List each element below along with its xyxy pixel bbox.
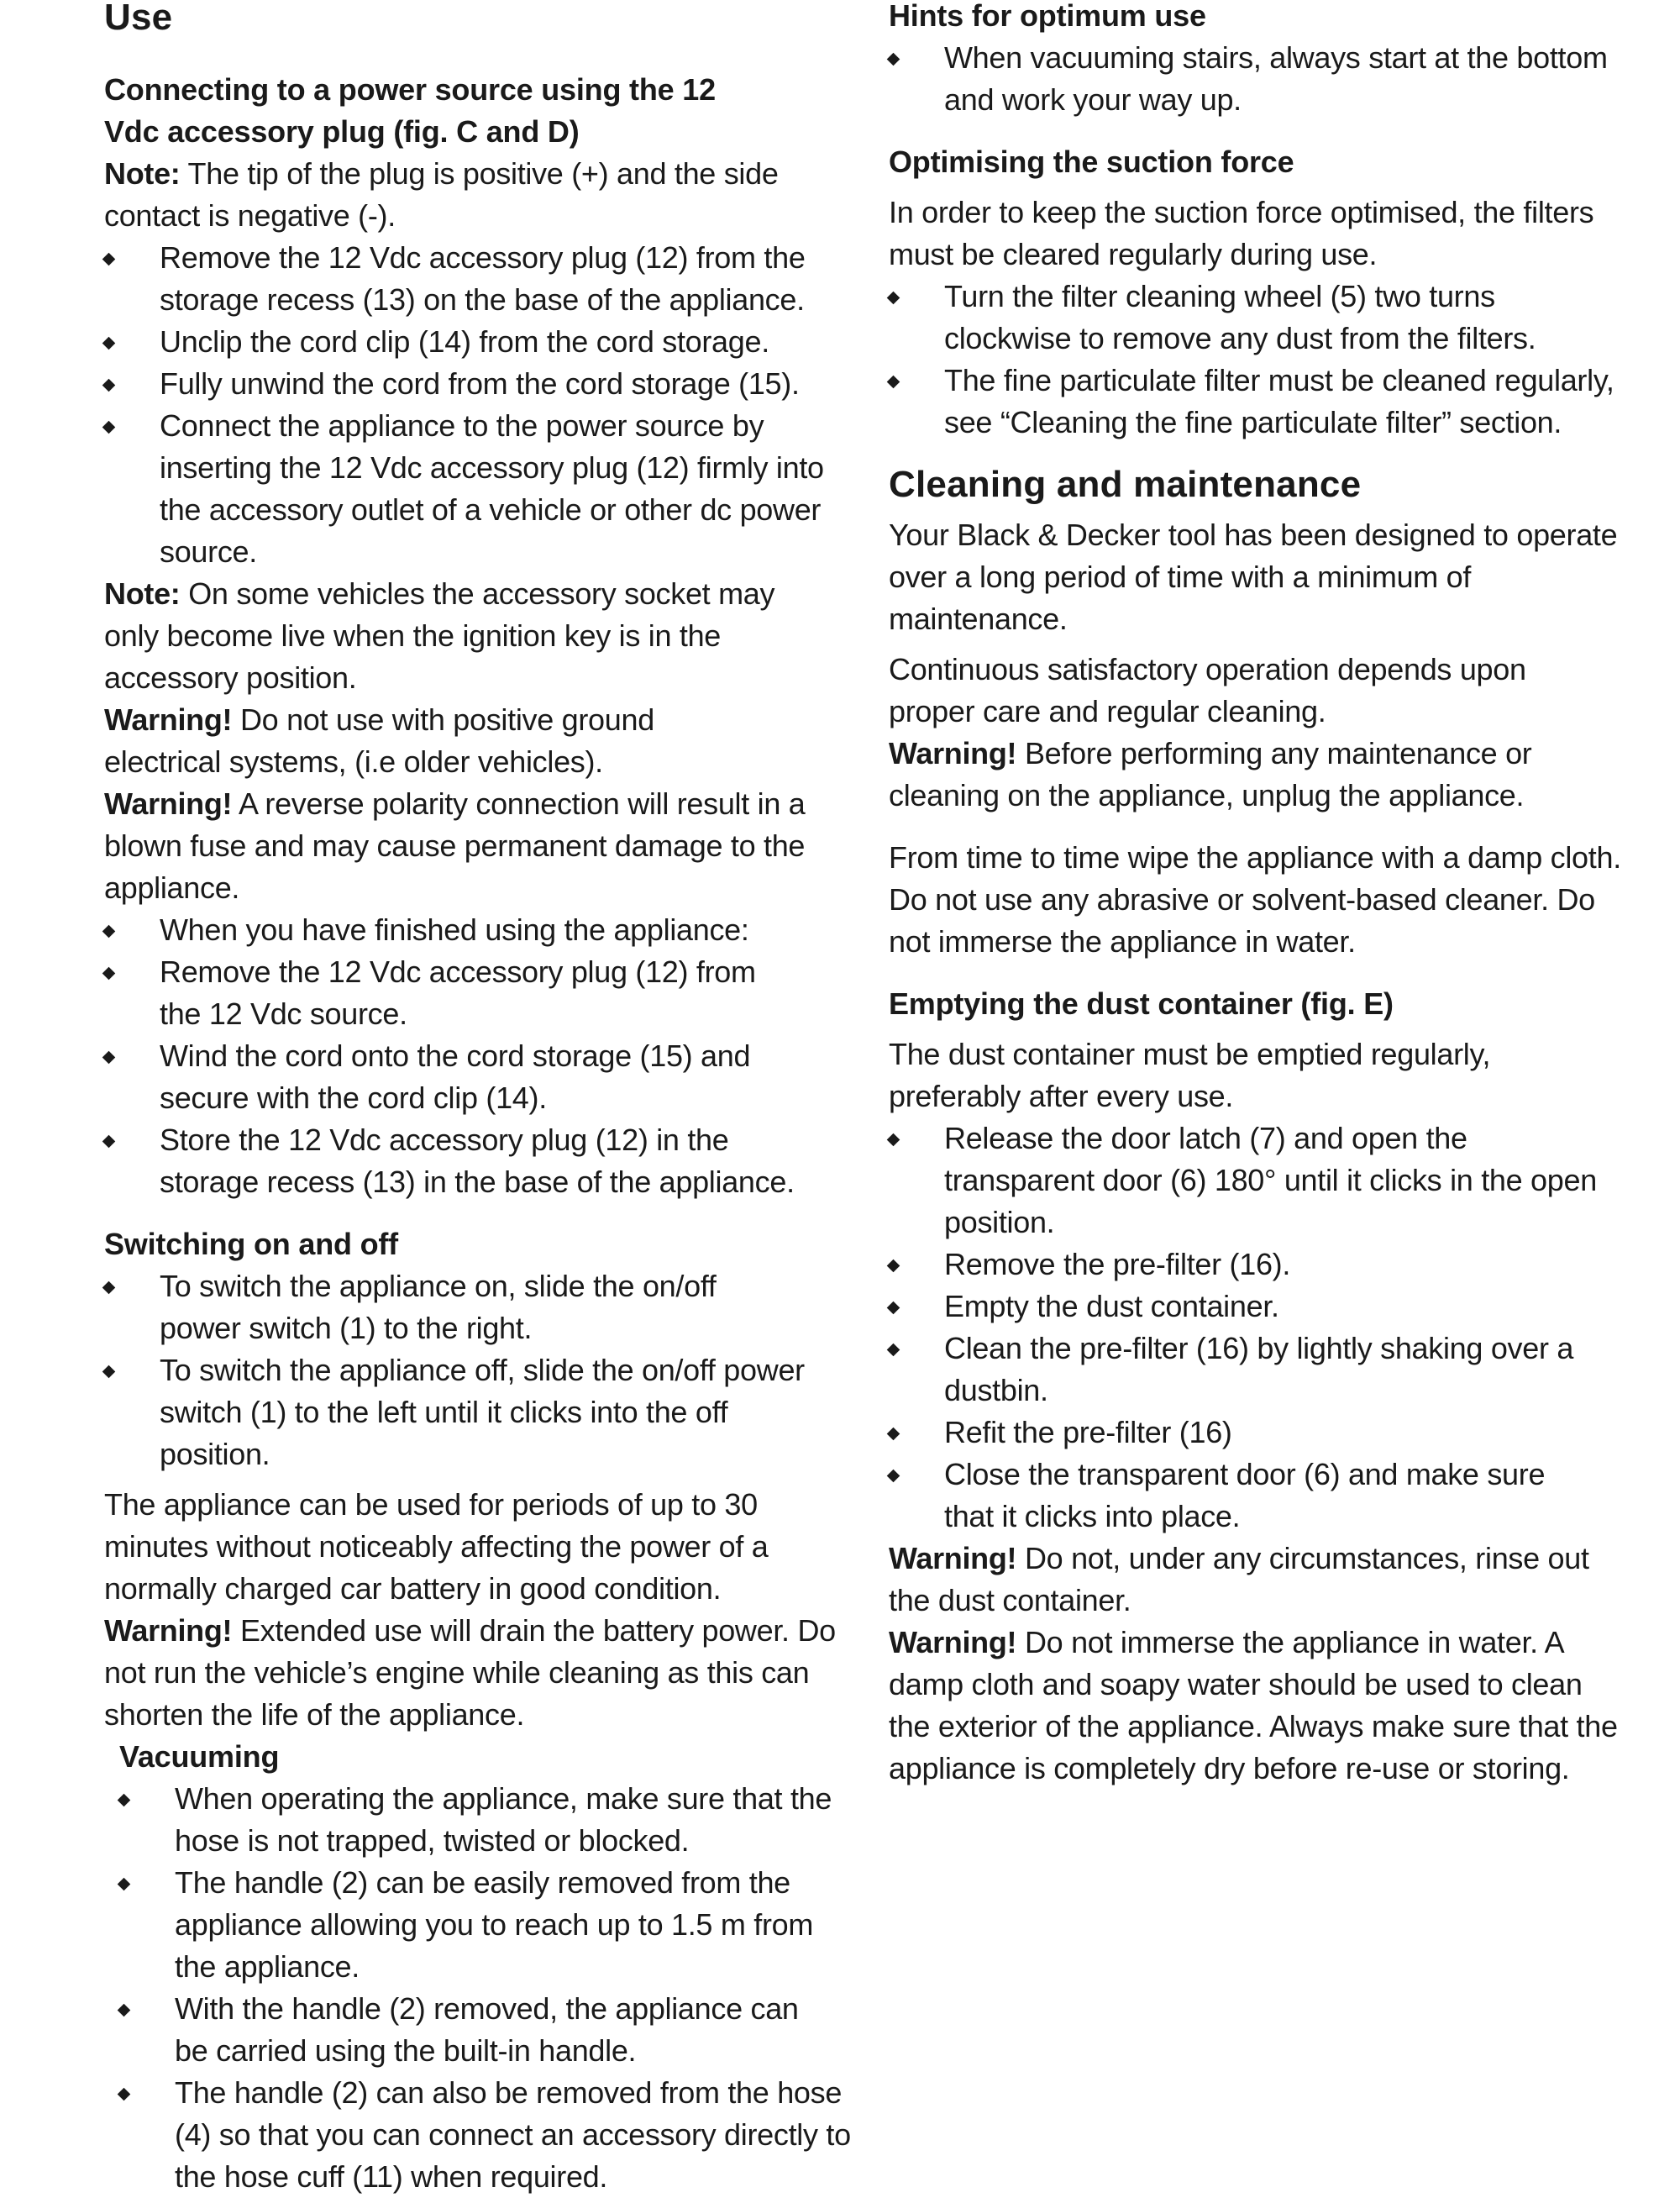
list-item <box>104 909 860 951</box>
bullet-icon <box>887 1344 900 1357</box>
vacuuming-section <box>104 1736 860 2198</box>
list-item <box>889 1412 1628 1454</box>
bullet-icon <box>118 1878 131 1891</box>
bullet-icon <box>102 1281 116 1295</box>
bullet-icon <box>887 1259 900 1273</box>
list-item <box>104 1035 860 1119</box>
list-item <box>889 1454 1628 1538</box>
suction-text: In order to keep the suction force optimised, the filters must be cleared regularly during use. <box>889 195 1594 271</box>
list-item <box>104 321 860 363</box>
heading-switching: Switching on and off <box>104 1227 398 1261</box>
list-item <box>104 1119 860 1203</box>
list-item-text: Close the transparent door (6) and make sure that it clicks into place. <box>944 1457 1546 1533</box>
bullet-icon <box>887 292 900 305</box>
warning-label: Warning! <box>104 786 233 821</box>
list-item <box>889 360 1628 444</box>
list-item <box>889 1244 1628 1286</box>
right-column <box>889 0 1628 1790</box>
list-item <box>119 2072 860 2198</box>
list-item <box>119 1778 860 1862</box>
list-item-text: Store the 12 Vdc accessory plug (12) in the storage recess (13) in the base of the appliance. <box>160 1123 795 1199</box>
cleaning-intro-text: Your Black & Decker tool has been designed to operate over a long period of time with a minimum of maintenance. <box>889 518 1618 636</box>
bullet-icon <box>102 337 116 350</box>
list-item <box>104 237 860 321</box>
list-item <box>889 1117 1628 1244</box>
list-item <box>104 363 860 405</box>
list-item-text: When you have finished using the appliance: <box>160 912 749 947</box>
warning-extended-use <box>104 1610 860 1736</box>
heading-connecting-power: Connecting to a power source using the 12 Vdc accessory plug (fig. C and D) <box>104 72 716 149</box>
warning-text: Do not use with positive ground electrical systems, (i.e older vehicles). <box>104 702 654 779</box>
section-title-use: Use <box>104 0 173 38</box>
list-item-text: To switch the appliance on, slide the on/off power switch (1) to the right. <box>160 1269 717 1345</box>
list-item <box>104 405 860 573</box>
emptying-text: The dust container must be emptied regularly, preferably after every use. <box>889 1037 1491 1113</box>
note-label: Note: <box>104 576 181 611</box>
list-item-text: Clean the pre-filter (16) by lightly shaking over a dustbin. <box>944 1331 1574 1407</box>
list-item <box>104 1349 860 1475</box>
bullet-icon <box>887 1301 900 1315</box>
usage-periods-text: The appliance can be used for periods of up to 30 minutes without noticeably affecting the power of a normally charged car battery in good condition. <box>104 1487 769 1606</box>
list-item <box>119 1862 860 1988</box>
warning-text: Before performing any maintenance or cleaning on the appliance, unplug the appliance. <box>889 736 1532 812</box>
cleaning-care-text: Continuous satisfactory operation depends upon proper care and regular cleaning. <box>889 652 1526 728</box>
list-item-text: Remove the 12 Vdc accessory plug (12) from the storage recess (13) on the base of the appliance. <box>160 240 806 317</box>
list-item-text: To switch the appliance off, slide the on/off power switch (1) to the left until it clicks into the off position. <box>160 1353 805 1471</box>
list-item-text: The handle (2) can also be removed from the hose (4) so that you can connect an accessory directly to the hose cuff (11) when required. <box>175 2075 851 2194</box>
list-item-text: The handle (2) can be easily removed from the appliance allowing you to reach up to 1.5 m from the appliance. <box>175 1865 814 1984</box>
bullet-icon <box>887 376 900 389</box>
note-text: On some vehicles the accessory socket may only become live when the ignition key is in the accessory position. <box>104 576 775 695</box>
list-item <box>119 1988 860 2072</box>
bullet-icon <box>102 925 116 939</box>
bullet-icon <box>118 1794 131 1807</box>
list-item <box>889 1286 1628 1328</box>
heading-hints: Hints for optimum use <box>889 0 1206 33</box>
warning-text: A reverse polarity connection will result in a blown fuse and may cause permanent damage to the appliance. <box>104 786 806 905</box>
warning-unplug <box>889 733 1628 817</box>
bullet-icon <box>887 53 900 66</box>
bullet-icon <box>887 1133 900 1147</box>
section-title-cleaning: Cleaning and maintenance <box>889 464 1362 505</box>
list-item <box>104 951 860 1035</box>
warning-label: Warning! <box>104 702 233 737</box>
list-item-text: Remove the pre-filter (16). <box>944 1247 1291 1281</box>
bullet-icon <box>887 1470 900 1483</box>
heading-emptying: Emptying the dust container (fig. E) <box>889 986 1394 1021</box>
list-item <box>889 276 1628 360</box>
list-item-text: Unclip the cord clip (14) from the cord storage. <box>160 324 769 359</box>
bullet-icon <box>102 379 116 392</box>
list-item-text: With the handle (2) removed, the appliance can be carried using the built-in handle. <box>175 1991 799 2068</box>
heading-suction: Optimising the suction force <box>889 145 1294 179</box>
bullet-icon <box>102 967 116 981</box>
list-item-text: Release the door latch (7) and open the transparent door (6) 180° until it clicks in the open position. <box>944 1121 1597 1239</box>
bullet-icon <box>102 1135 116 1149</box>
bullet-icon <box>102 253 116 266</box>
list-item-text: Remove the 12 Vdc accessory plug (12) from the 12 Vdc source. <box>160 954 756 1031</box>
warning-positive-ground <box>104 699 776 783</box>
warning-text: Do not, under any circumstances, rinse out the dust container. <box>889 1541 1589 1617</box>
bullet-icon <box>118 2088 131 2101</box>
cleaning-wipe-text: From time to time wipe the appliance with a damp cloth. Do not use any abrasive or solvent-based cleaner. Do not immerse the appliance in water. <box>889 840 1621 959</box>
warning-text: Do not immerse the appliance in water. A damp cloth and soapy water should be used to clean the exterior of the appliance. Always make sure that the appliance is completely dry before re-use or storing. <box>889 1625 1618 1785</box>
note-accessory-socket <box>104 573 801 699</box>
warning-text: Extended use will drain the battery power. Do not run the vehicle’s engine while cleaning as this can shorten the life of the appliance. <box>104 1613 836 1732</box>
bullet-icon <box>118 2004 131 2017</box>
bullet-icon <box>102 1365 116 1379</box>
list-item <box>104 1265 860 1349</box>
list-item-text: Connect the appliance to the power source by inserting the 12 Vdc accessory plug (12) firmly into the accessory outlet of a vehicle or other dc power source. <box>160 408 824 569</box>
list-item <box>889 37 1628 121</box>
warning-rinse <box>889 1538 1628 1622</box>
warning-label: Warning! <box>104 1613 233 1648</box>
left-column <box>104 0 860 2198</box>
list-item-text: Fully unwind the cord from the cord storage (15). <box>160 366 800 401</box>
warning-immerse <box>889 1622 1628 1790</box>
bullet-icon <box>887 1428 900 1441</box>
warning-label: Warning! <box>889 736 1017 770</box>
list-item-text: Wind the cord onto the cord storage (15) and secure with the cord clip (14). <box>160 1039 751 1115</box>
list-item-text: The fine particulate filter must be cleaned regularly, see “Cleaning the fine particulate filter” section. <box>944 363 1614 439</box>
note-plug-polarity <box>104 153 860 237</box>
heading-vacuuming: Vacuuming <box>119 1739 280 1774</box>
list-item-text: When vacuuming stairs, always start at the bottom and work your way up. <box>944 40 1608 117</box>
list-item-text: When operating the appliance, make sure that the hose is not trapped, twisted or blocked. <box>175 1781 832 1858</box>
note-label: Note: <box>104 156 181 191</box>
list-item-text: Empty the dust container. <box>944 1289 1279 1323</box>
list-item <box>889 1328 1628 1412</box>
bullet-icon <box>102 1051 116 1065</box>
list-item-text: Turn the filter cleaning wheel (5) two turns clockwise to remove any dust from the filters. <box>944 279 1536 355</box>
warning-label: Warning! <box>889 1541 1017 1575</box>
bullet-icon <box>102 421 116 434</box>
note-text: The tip of the plug is positive (+) and the side contact is negative (-). <box>104 156 779 233</box>
warning-reverse-polarity <box>104 783 860 909</box>
list-item-text: Refit the pre-filter (16) <box>944 1415 1232 1449</box>
warning-label: Warning! <box>889 1625 1017 1659</box>
